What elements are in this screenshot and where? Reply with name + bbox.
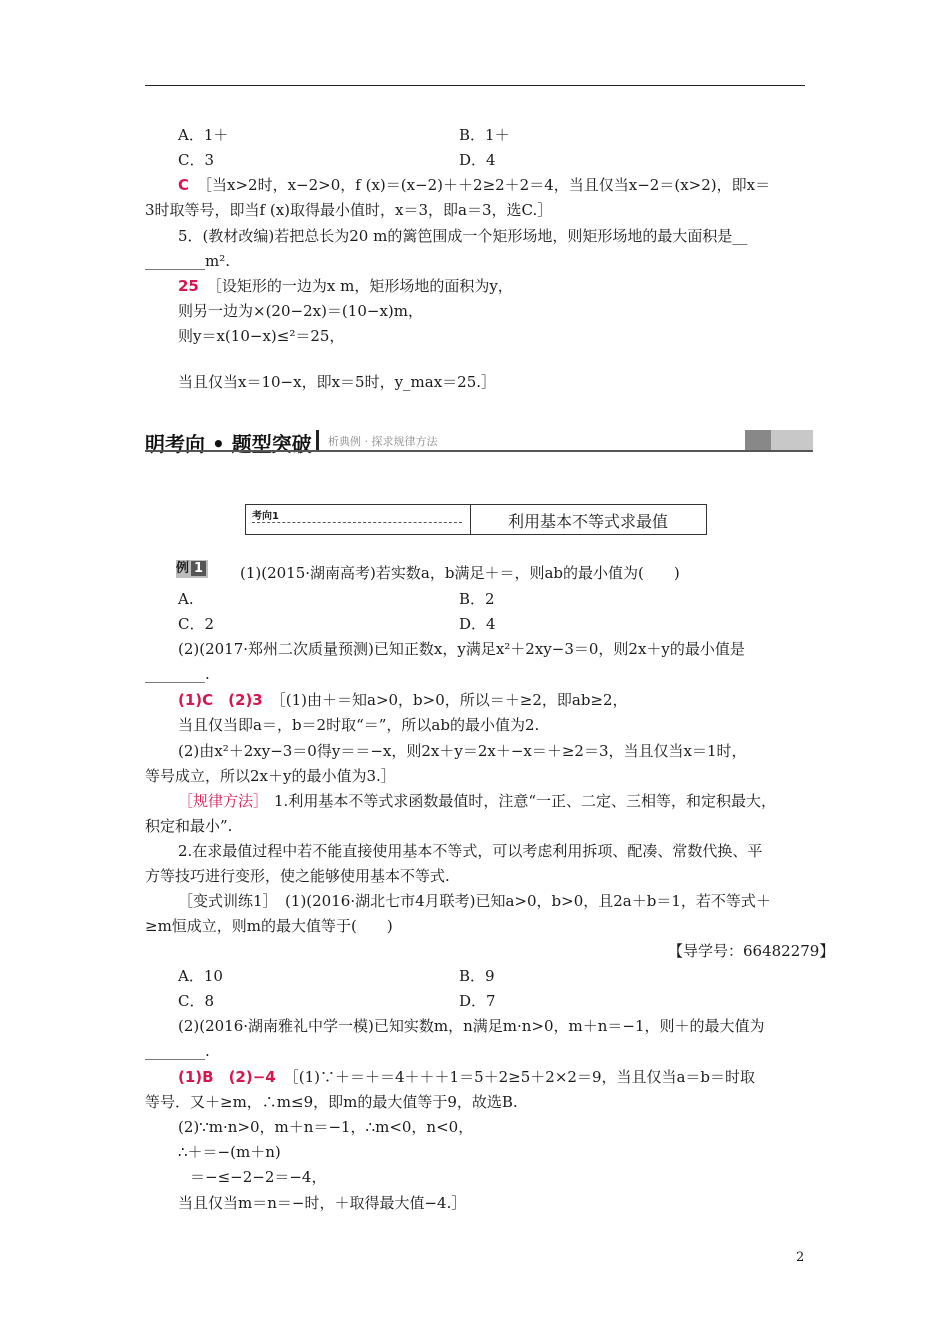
- kaoxiang-tag: 考向1: [252, 511, 279, 522]
- line-text: 积定和最小”.: [145, 817, 233, 835]
- section-block-light: [771, 430, 813, 450]
- text-line: [459, 150, 496, 170]
- line-text: A．10: [178, 967, 223, 985]
- example-label: 例: [176, 561, 190, 576]
- text-line: [145, 251, 230, 271]
- section-divider: [316, 430, 319, 450]
- text-line: [178, 1193, 466, 1213]
- line-text: 等号成立，所以2x＋y的最小值为3.］: [145, 767, 396, 785]
- text-line: [178, 715, 539, 735]
- section-rule: [145, 450, 813, 452]
- text-line: [190, 1167, 326, 1187]
- line-text: C．2: [178, 615, 215, 633]
- line-text: 则y＝x(10−x)≤²＝25，: [178, 327, 345, 345]
- answer-label: (1)C (2)3: [178, 691, 263, 709]
- line-text: ∴＋＝−(m＋n): [178, 1143, 281, 1161]
- section-title: 明考向 • 题型突破: [145, 432, 312, 456]
- line-text: (2)(2017·郑州二次质量预测)已知正数x，y满足x²＋2xy−3＝0，则2x＋y的最小值是: [178, 640, 745, 658]
- line-text: (2)(2016·湖南雅礼中学一模)已知实数m，n满足m·n>0，m＋n＝−1，则＋的最大值为: [178, 1017, 765, 1035]
- kaoxiang-title: 利用基本不等式求最值: [507, 512, 668, 531]
- text-line: [178, 1117, 473, 1137]
- method-label: ［规律方法］: [178, 792, 269, 810]
- line-text: ________.: [145, 665, 210, 683]
- line-text: 方等技巧进行变形，使之能够使用基本不等式.: [145, 867, 450, 885]
- page-number: 2: [796, 1250, 805, 1265]
- kaoxiang-box: [245, 504, 707, 535]
- line-text: C．3: [178, 151, 215, 169]
- example-badge: [176, 560, 208, 578]
- section-subtitle: 析典例 · 探求规律方法: [328, 435, 438, 448]
- text-line: [178, 175, 770, 195]
- text-line: [178, 276, 513, 296]
- text-line: [178, 326, 344, 346]
- line-text: 2.在求最值过程中若不能直接使用基本不等式，可以考虑利用拆项、配凑、常数代换、平: [178, 842, 763, 860]
- line-text: (2)∵m·n>0，m＋n＝−1，∴m<0，n<0，: [178, 1118, 474, 1136]
- line-text: B．9: [459, 967, 495, 985]
- text-line: [145, 916, 393, 936]
- line-text: ［变式训练1］ (1)(2016·湖北七市4月联考)已知a>0，b>0，且2a＋b＝1，若不等式＋: [178, 892, 771, 910]
- line-text: ［当x>2时，x−2>0，f (x)＝(x−2)＋＋2≥2＋2＝4，当且仅当x−2＝(x>2)，即x＝: [197, 176, 771, 194]
- text-line: [145, 816, 232, 836]
- text-line: [178, 841, 762, 861]
- text-line: [145, 766, 396, 786]
- text-line: [178, 1142, 281, 1162]
- answer-label: 25: [178, 277, 199, 295]
- text-line: [145, 866, 450, 886]
- section-block-dark: [745, 430, 771, 450]
- text-line: [178, 991, 214, 1011]
- text-line: [178, 966, 223, 986]
- text-line: [178, 741, 747, 761]
- line-text: D．4: [459, 615, 496, 633]
- kaoxiang-dash: [252, 522, 462, 523]
- text-line: [178, 791, 776, 811]
- text-line: [178, 614, 214, 634]
- line-text: (1)(2015·湖南高考)若实数a，b满足＋＝，则ab的最小值为( ): [240, 564, 680, 582]
- line-text: 当且仅当x＝10−x，即x＝5时，y_max＝25.］: [178, 373, 497, 391]
- text-line: [178, 1016, 765, 1036]
- answer-label: C: [178, 176, 190, 194]
- line-text: ［设矩形的一边为x m，矩形场地的面积为y，: [206, 277, 513, 295]
- text-line: [178, 125, 228, 145]
- text-line: [459, 966, 495, 986]
- text-line: [145, 664, 210, 684]
- text-line: [178, 150, 214, 170]
- text-line: [459, 125, 510, 145]
- text-line: [145, 200, 552, 220]
- text-line: [178, 1067, 755, 1087]
- line-text: D．7: [459, 992, 496, 1010]
- text-line: [459, 614, 496, 634]
- text-line: [145, 1092, 518, 1112]
- header-rule: [145, 85, 805, 86]
- text-line: [178, 589, 194, 609]
- line-text: 【导学号：66482279】: [668, 942, 835, 960]
- example-number: 1: [191, 561, 206, 576]
- line-text: ＝−≤−2−2＝−4，: [190, 1168, 327, 1186]
- text-line: [459, 991, 496, 1011]
- line-text: ≥m恒成立，则m的最大值等于( ): [145, 917, 393, 935]
- line-text: 则另一边为×(20−2x)＝(10−x)m，: [178, 302, 423, 320]
- text-line: [459, 589, 495, 609]
- line-text: D．4: [459, 151, 496, 169]
- line-text: ________m².: [145, 252, 231, 270]
- line-text: 当且仅当即a＝，b＝2时取“＝”，所以ab的最小值为2.: [178, 716, 540, 734]
- text-line: [240, 563, 680, 583]
- text-line: [178, 226, 747, 246]
- line-text: ［(1)由＋＝知a>0，b>0，所以＝＋≥2，即ab≥2，: [270, 691, 628, 709]
- line-text: ________.: [145, 1042, 210, 1060]
- text-line: [178, 639, 745, 659]
- line-text: A．1＋: [178, 126, 229, 144]
- text-line: [145, 1041, 210, 1061]
- text-line: [668, 941, 834, 961]
- line-text: 3时取等号，即当f (x)取得最小值时，x＝3，即a＝3，选C.］: [145, 201, 553, 219]
- line-text: (2)由x²＋2xy−3＝0得y＝＝−x，则2x＋y＝2x＋−x＝＋≥2＝3，当且仅当x＝1时，: [178, 742, 747, 760]
- text-line: [178, 891, 771, 911]
- line-text: ［(1)∵＋＝＋＝4＋＋＋1＝5＋2≥5＋2×2＝9，当且仅当a＝b＝时取: [283, 1068, 756, 1086]
- line-text: B．2: [459, 590, 495, 608]
- line-text: B．1＋: [459, 126, 510, 144]
- line-text: 当且仅当m＝n＝−时，＋取得最大值−4.］: [178, 1194, 467, 1212]
- answer-label: (1)B (2)−4: [178, 1068, 276, 1086]
- line-text: 5．(教材改编)若把总长为20 m的篱笆围成一个矩形场地，则矩形场地的最大面积是__: [178, 227, 748, 245]
- line-text: A.: [178, 590, 194, 608]
- line-text: C．8: [178, 992, 215, 1010]
- line-text: 等号．又＋≥m，∴m≤9，即m的最大值等于9，故选B.: [145, 1093, 518, 1111]
- text-line: [178, 301, 423, 321]
- text-line: [178, 690, 628, 710]
- text-line: [178, 372, 496, 392]
- line-text: 1.利用基本不等式求函数最值时，注意“一正、二定、三相等，和定积最大，: [274, 792, 776, 810]
